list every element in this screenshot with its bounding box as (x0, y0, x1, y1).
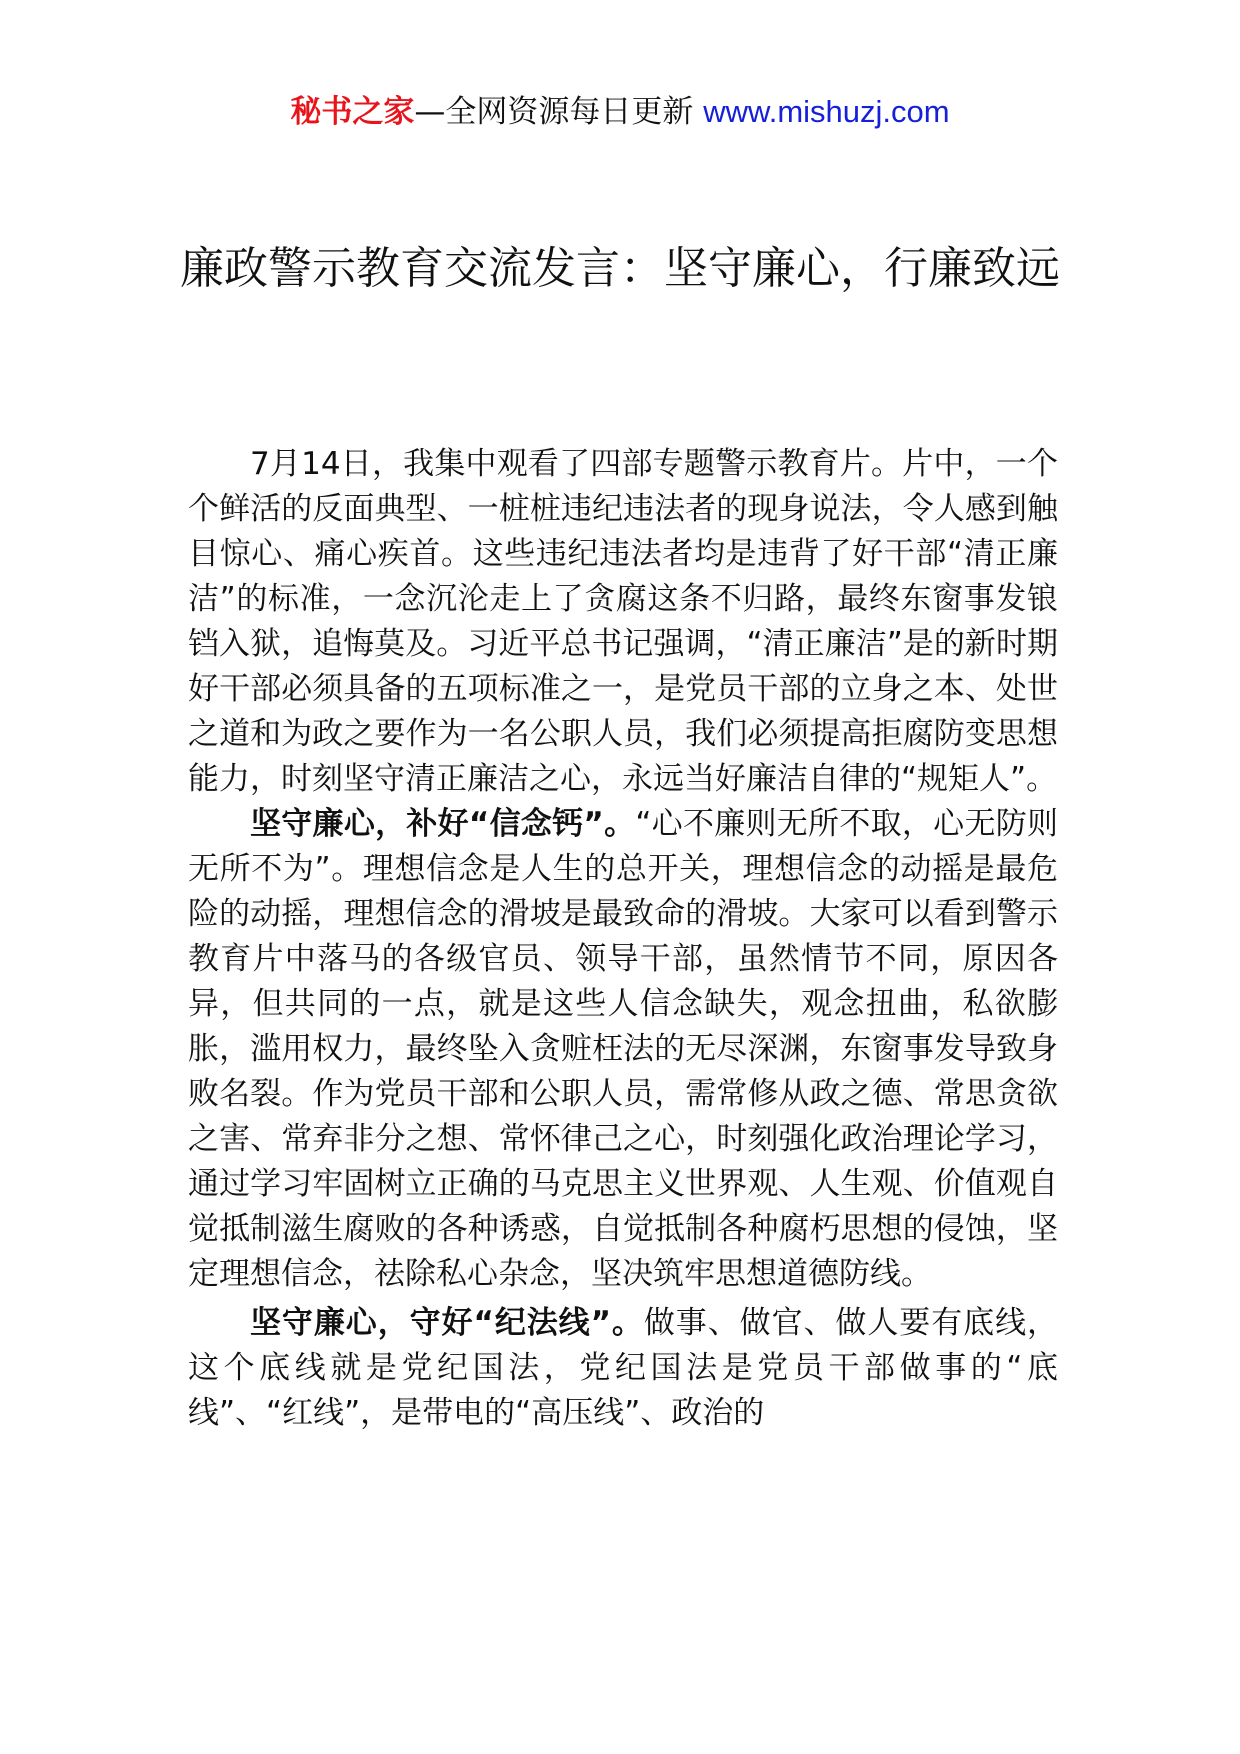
site-header (0, 92, 1240, 132)
paragraph-lead: 坚守廉心，守好“纪法线”。 (250, 1305, 644, 1341)
document-body (188, 442, 1058, 1436)
document-title: 廉政警示教育交流发言：坚守廉心，行廉致远 (180, 243, 1060, 294)
site-url-link[interactable]: www.mishuzj.com (703, 94, 950, 129)
paragraph-text: “心不廉则无所不取，心无防则无所不为”。理想信念是人生的总开关，理想信念的动摇是最危险的动摇，理想信念的滑坡是最致命的滑坡。大家可以看到警示教育片中落马的各级官员、领导干部，虽然情节不同，原因各异，但共同的一点，就是这些人信念缺失，观念扭曲，私欲膨胀，滥用权力，最终坠入贪赃枉法的无尽深渊，东窗事发导致身败名裂。作为党员干部和公职人员，需常修从政之德、常思贪欲之害、常弃非分之想、常怀律己之心，时刻强化政治理论学习，通过学习牢固树立正确的马克思主义世界观、人生观、价值观自觉抵制滋生腐败的各种诱惑，自觉抵制各种腐朽思想的侵蚀，坚定理想信念，祛除私心杂念，坚决筑牢思想道德防线。 (188, 806, 1058, 1292)
paragraph-lead: 坚守廉心，补好“信念钙”。 (250, 806, 636, 842)
paragraph-intro (188, 442, 1058, 802)
paragraph-text: 做事、做官、做人要有底线，这个底线就是党纪国法，党纪国法是党员干部做事的“底线”、“红线”，是带电的“高压线”、政治的 (188, 1305, 1059, 1431)
site-tagline: —全网资源每日更新 (414, 94, 694, 130)
paragraph-faith (188, 802, 1058, 1297)
paragraph-text: 7月14日，我集中观看了四部专题警示教育片。片中，一个个鲜活的反面典型、一桩桩违纪违法者的现身说法，令人感到触目惊心、痛心疾首。这些违纪违法者均是违背了好干部“清正廉洁”的标准，一念沉沦走上了贪腐这条不归路，最终东窗事发锒铛入狱，追悔莫及。习近平总书记强调，“清正廉洁”是的新时期好干部必须具备的五项标准之一，是党员干部的立身之本、处世之道和为政之要作为一名公职人员，我们必须提高拒腐防变思想能力，时刻坚守清正廉洁之心，永远当好廉洁自律的“规矩人”。 (188, 446, 1058, 797)
site-brand: 秘书之家 (290, 94, 415, 130)
paragraph-discipline (188, 1301, 1058, 1436)
